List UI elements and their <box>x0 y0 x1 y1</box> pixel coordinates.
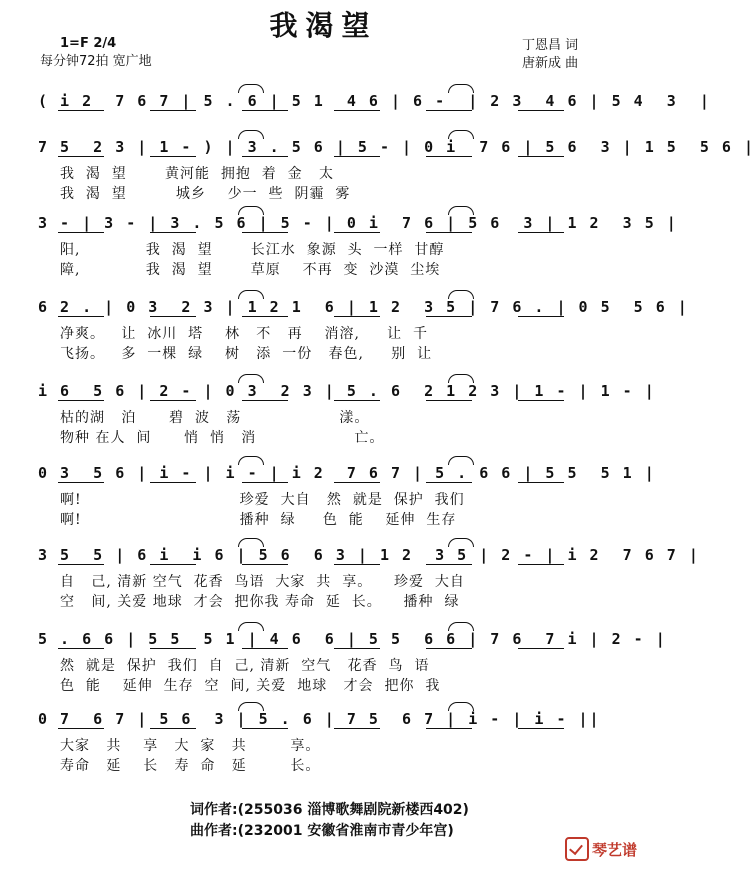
beam-underline <box>426 482 472 483</box>
beam-underline <box>242 316 288 317</box>
notation-line: 7 5 2 3 | 1 - ) | 3 . 5 6 | 5 - | 0 i 7 6 | 5 6 3 | 1 5 5 6 | <box>38 138 755 156</box>
notation-line: 6 2 . | 0 3 2 3 | 1 2 1 6 | 1 2 3 5 | 7 6 . | 0 5 5 6 | <box>38 298 689 316</box>
beam-underline <box>58 482 104 483</box>
lyric-line: 自 己, 清新 空气 花香 鸟语 大家 共 享。 珍爱 大自 <box>60 574 465 590</box>
beam-underline <box>150 564 196 565</box>
beam-underline <box>58 400 104 401</box>
beam-underline <box>242 728 288 729</box>
slur-arc <box>448 622 474 631</box>
slur-arc <box>448 130 474 139</box>
beam-underline <box>334 232 380 233</box>
beam-underline <box>518 400 564 401</box>
slur-arc <box>238 538 264 547</box>
slur-arc <box>448 84 474 93</box>
beam-underline <box>334 110 380 111</box>
notation-line: 5 . 6 6 | 5 5 5 1 | 4 6 6 | 5 5 6 6 | 7 6 7 i | 2 - | <box>38 630 667 648</box>
beam-underline <box>58 110 104 111</box>
lyric-line: 物种 在人 间 悄 悄 消 亡。 <box>60 430 385 446</box>
staff-line <box>38 130 755 158</box>
notation-line: 0 3 5 6 | i - | i - | i 2 7 6 7 | 5 . 6 6 | 5 5 5 1 | <box>38 464 656 482</box>
slur-arc <box>238 84 264 93</box>
beam-underline <box>518 648 564 649</box>
beam-underline <box>426 316 472 317</box>
lyric-line: 枯的湖 泊 碧 波 荡 漾。 <box>60 410 370 426</box>
beam-underline <box>150 482 196 483</box>
logo-text: 琴艺谱 <box>591 840 637 859</box>
beam-underline <box>518 156 564 157</box>
lyric-line: 空 间, 关爱 地球 才会 把你我 寿命 延 长。 播种 绿 <box>60 594 460 610</box>
lyric-line: 大家 共 享 大 家 共 享。 <box>60 738 321 754</box>
beam-underline <box>242 156 288 157</box>
song-title: 我渴望 <box>269 9 378 42</box>
notation-line: i 6 5 6 | 2 - | 0 3 2 3 | 5 . 6 2 1 2 3 | 1 - | 1 - | <box>38 382 656 400</box>
beam-underline <box>426 232 472 233</box>
beam-underline <box>58 648 104 649</box>
slur-arc <box>448 456 474 465</box>
beam-underline <box>426 648 472 649</box>
beam-underline <box>150 110 196 111</box>
beam-underline <box>150 232 196 233</box>
lyric-line: 寿命 延 长 寿 命 延 长。 <box>60 758 321 774</box>
staff-line <box>38 374 656 402</box>
beam-underline <box>426 156 472 157</box>
slur-arc <box>448 290 474 299</box>
notation-line: 3 - | 3 - | 3 . 5 6 | 5 - | 0 i 7 6 | 5 6 3 | 1 2 3 5 | <box>38 214 678 232</box>
slur-arc <box>448 538 474 547</box>
beam-underline <box>242 564 288 565</box>
key-signature: 1=F 2/4 <box>60 36 117 51</box>
beam-underline <box>150 316 196 317</box>
beam-underline <box>242 482 288 483</box>
beam-underline <box>150 648 196 649</box>
lyric-line: 啊! 播种 绿 色 能 延伸 生存 <box>60 512 457 528</box>
slur-arc <box>448 374 474 383</box>
beam-underline <box>150 400 196 401</box>
slur-arc <box>238 290 264 299</box>
beam-underline <box>518 110 564 111</box>
notation-line: 3 5 5 | 6 i i 6 | 5 6 6 3 | 1 2 3 5 | 2 - | i 2 7 6 7 | <box>38 546 700 564</box>
lyricist-credit: 丁恩昌 词 <box>522 38 579 53</box>
staff-line <box>38 622 667 650</box>
beam-underline <box>58 564 104 565</box>
beam-underline <box>242 232 288 233</box>
slur-arc <box>448 702 474 711</box>
beam-underline <box>518 232 564 233</box>
beam-underline <box>242 648 288 649</box>
staff-line <box>38 538 700 566</box>
lyric-line: 飞扬。 多 一棵 绿 树 添 一份 春色, 别 让 <box>60 346 433 362</box>
staff-line <box>38 206 678 234</box>
beam-underline <box>334 156 380 157</box>
beam-underline <box>150 156 196 157</box>
beam-underline <box>58 728 104 729</box>
notation-line: 0 7 6 7 | 5 6 3 | 5 . 6 | 7 5 6 7 | i - | i - || <box>38 710 601 728</box>
tempo-marking: 每分钟72拍 宽广地 <box>40 54 152 69</box>
footer-composer-address: 曲作者:(232001 安徽省淮南市青少年宫) <box>190 823 454 839</box>
staff-line <box>38 290 689 318</box>
staff-line <box>38 702 610 730</box>
notation-line: ( i 2 7 6 7 | 5 . 6 | 5 1 4 6 | 6 - | 2 3 4 6 | 5 4 3 | <box>38 92 711 110</box>
beam-underline <box>150 728 196 729</box>
slur-arc <box>238 206 264 215</box>
slur-arc <box>238 374 264 383</box>
beam-underline <box>518 482 564 483</box>
slur-arc <box>238 130 264 139</box>
beam-underline <box>242 400 288 401</box>
beam-underline <box>334 648 380 649</box>
composer-credit: 唐新成 曲 <box>522 56 579 71</box>
beam-underline <box>334 564 380 565</box>
beam-underline <box>334 728 380 729</box>
beam-underline <box>426 110 472 111</box>
footer-lyricist-address: 词作者:(255036 淄博歌舞剧院新楼西402) <box>190 802 469 818</box>
lyric-line: 我 渴 望 城乡 少一 些 阴霾 雾 <box>60 186 351 202</box>
beam-underline <box>426 400 472 401</box>
lyric-line: 色 能 延伸 生存 空 间, 关爱 地球 才会 把你 我 <box>60 678 441 694</box>
beam-underline <box>334 400 380 401</box>
beam-underline <box>518 564 564 565</box>
lyric-line: 净爽。 让 冰川 塔 林 不 再 消溶, 让 千 <box>60 326 429 342</box>
staff-line <box>38 456 656 484</box>
beam-underline <box>518 728 564 729</box>
lyric-line: 啊! 珍爱 大自 然 就是 保护 我们 <box>60 492 465 508</box>
beam-underline <box>58 156 104 157</box>
staff-line <box>38 84 711 112</box>
slur-arc <box>448 206 474 215</box>
beam-underline <box>334 482 380 483</box>
slur-arc <box>238 456 264 465</box>
beam-underline <box>426 564 472 565</box>
slur-arc <box>238 622 264 631</box>
beam-underline <box>242 110 288 111</box>
lyric-line: 阳, 我 渴 望 长江水 象源 头 一样 甘醇 <box>60 242 445 258</box>
beam-underline <box>58 316 104 317</box>
logo-icon <box>565 837 589 861</box>
beam-underline <box>58 232 104 233</box>
beam-underline <box>518 316 564 317</box>
lyric-line: 然 就是 保护 我们 自 己, 清新 空气 花香 鸟 语 <box>60 658 430 674</box>
beam-underline <box>426 728 472 729</box>
lyric-line: 我 渴 望 黄河能 拥抱 着 金 太 <box>60 166 335 182</box>
lyric-line: 障, 我 渴 望 草原 不再 变 沙漠 尘埃 <box>60 262 441 278</box>
site-logo <box>565 837 637 861</box>
slur-arc <box>238 702 264 711</box>
beam-underline <box>334 316 380 317</box>
